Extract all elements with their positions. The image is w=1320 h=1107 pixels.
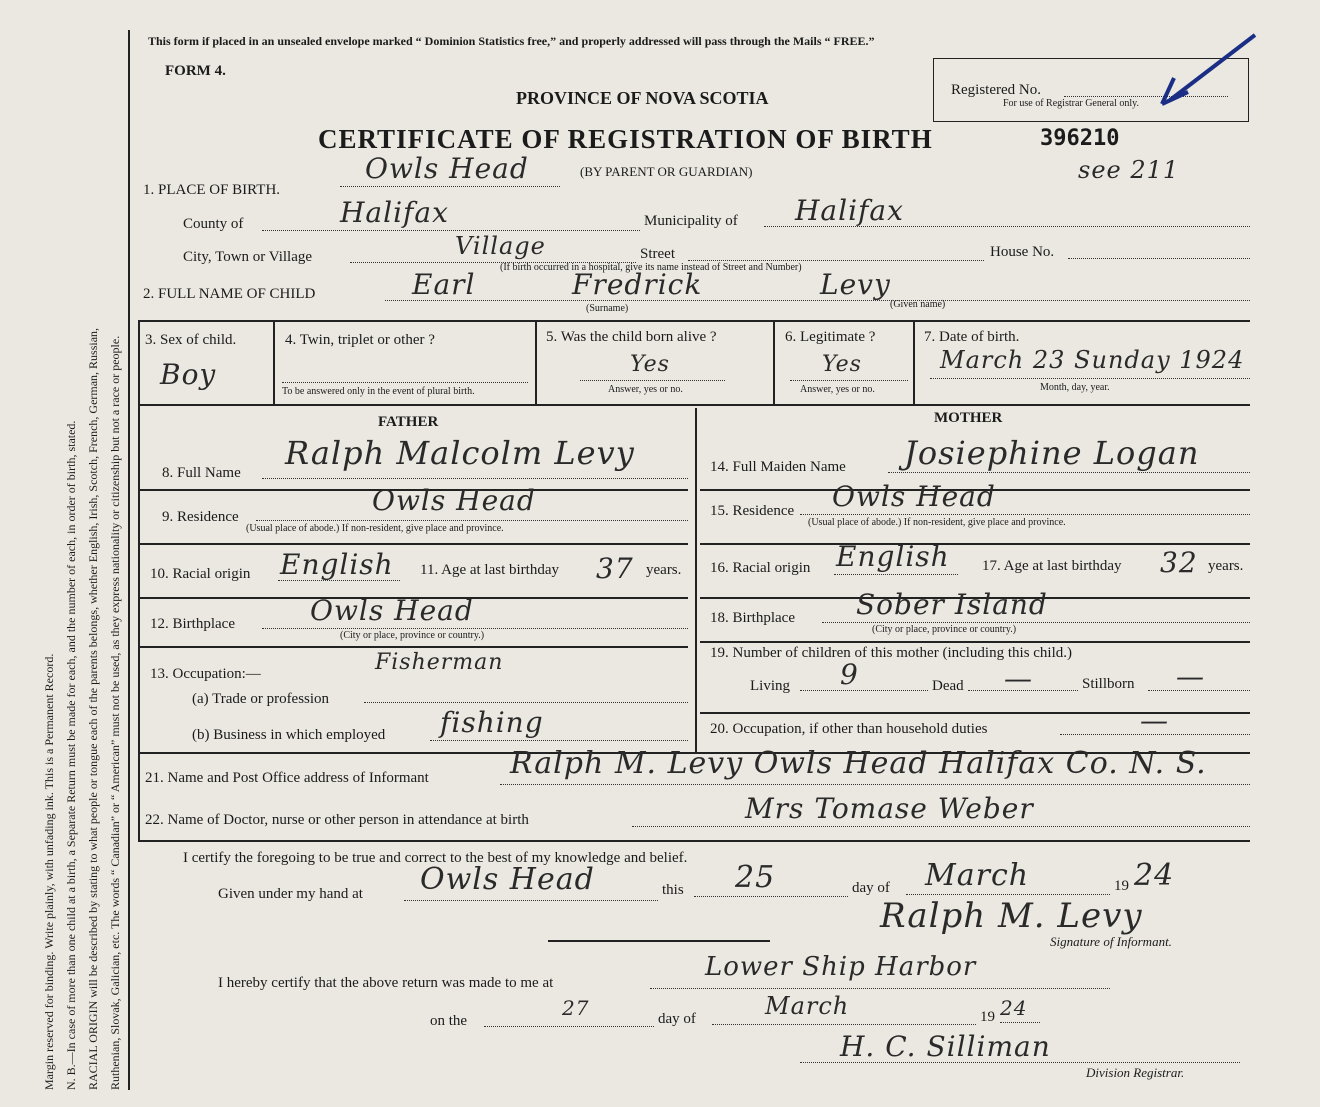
twin-note: To be answered only in the event of plural birth. [282, 386, 475, 397]
business-value: fishing [440, 706, 544, 739]
father-occupation: Fisherman [375, 650, 504, 675]
margin-note-nb: N. B.—In case of more than one child at a birth, a Separate Return must be made for each, and the number of each, in order of birth, stated. [64, 420, 78, 1090]
father-age: 37 [596, 552, 634, 585]
mailing-note: This form if placed in an unsealed envelope marked “ Dominion Statistics free,” and properly addressed will pass through the Mails “ FREE.” [148, 34, 875, 48]
mother-occupation: — [1140, 704, 1169, 737]
dob-value: March 23 Sunday 1924 [940, 346, 1245, 374]
given-under-label: Given under my hand at [218, 886, 363, 902]
margin-note-racial-cont: Ruthenian, Slovak, Galician, etc. The words “ Canadian” or “ American” must not be used, as they express nationality or citizenship but not a race or people. [108, 335, 122, 1090]
mother-residence-label: 15. Residence [710, 503, 795, 519]
house-no-label: House No. [990, 244, 1055, 260]
twin-label: 4. Twin, triplet or other ? [285, 332, 435, 348]
dob-note: Month, day, year. [1040, 382, 1110, 393]
stillborn-value: — [1176, 660, 1205, 693]
legitimate-note: Answer, yes or no. [800, 384, 875, 395]
surname-caption: (Surname) [586, 303, 629, 314]
registrar-on-label: on the [430, 1013, 468, 1029]
born-alive-value: Yes [630, 352, 670, 377]
certify-dayof-label: day of [852, 880, 890, 896]
registrar-title: Division Registrar. [1086, 1065, 1185, 1080]
child-middle-name: Fredrick [572, 268, 703, 301]
street-label: Street [640, 246, 675, 262]
sex-value: Boy [160, 358, 217, 391]
informant-value: Ralph M. Levy Owls Head Halifax Co. N. S. [510, 746, 1207, 781]
child-name-label: 2. FULL NAME OF CHILD [143, 286, 316, 302]
informant-label: 21. Name and Post Office address of Informant [145, 770, 429, 786]
registrar-year-prefix: 19 [980, 1009, 995, 1025]
stillborn-label: Stillborn [1082, 676, 1135, 692]
mother-birthplace-label: 18. Birthplace [710, 610, 795, 626]
street-note: (If birth occurred in a hospital, give its name instead of Street and Number) [500, 262, 802, 273]
registrar-year: 24 [1000, 996, 1028, 1020]
father-birthplace-label: 12. Birthplace [150, 616, 235, 632]
born-alive-note: Answer, yes or no. [608, 384, 683, 395]
mother-residence: Owls Head [832, 480, 996, 513]
registrar-text: I hereby certify that the above return was made to me at [218, 975, 554, 991]
registration-stamp: 396210 [1040, 126, 1120, 151]
father-age-label: 11. Age at last birthday [420, 562, 559, 578]
doctor-label: 22. Name of Doctor, nurse or other person in attendance at birth [145, 812, 529, 828]
child-surname: Levy [820, 268, 891, 301]
certify-place: Owls Head [420, 862, 595, 897]
see-note: see 211 [1078, 156, 1180, 184]
mother-age-label: 17. Age at last birthday [982, 558, 1122, 574]
this-label: this [662, 882, 684, 898]
registrar-day: 27 [562, 996, 590, 1020]
registered-label: Registered No. [951, 82, 1041, 98]
registrar-place: Lower Ship Harbor [705, 952, 977, 982]
father-name-label: 8. Full Name [162, 465, 241, 481]
mother-residence-note: (Usual place of abode.) If non-resident, give place and province. [808, 517, 1066, 528]
mother-name-label: 14. Full Maiden Name [710, 459, 846, 475]
mother-heading: MOTHER [934, 410, 1003, 426]
mother-age: 32 [1160, 546, 1198, 579]
registrar-month: March [765, 992, 850, 1020]
father-race-label: 10. Racial origin [150, 566, 251, 582]
margin-note-binding: Margin reserved for binding. Write plainly, with unfading ink. This is a Permanent Record. [42, 653, 56, 1090]
municipality-label: Municipality of [644, 213, 738, 229]
father-age-years: years. [646, 562, 682, 578]
certify-year-prefix: 19 [1114, 878, 1129, 894]
blue-arrow-mark [1150, 30, 1260, 110]
margin-note-racial: RACIAL ORIGIN will be described by stating to what people or tongue each of the parents belongs, whether English, Irish, Scotch, French, German, Russian, [86, 327, 100, 1090]
dead-value: — [1004, 662, 1033, 695]
certificate-subtitle: (BY PARENT OR GUARDIAN) [580, 164, 753, 179]
dob-label: 7. Date of birth. [924, 329, 1020, 345]
certify-month: March [925, 858, 1030, 893]
father-name: Ralph Malcolm Levy [285, 434, 635, 472]
certify-year: 24 [1134, 858, 1175, 893]
certify-day: 25 [735, 860, 776, 895]
place-of-birth-label: 1. PLACE OF BIRTH. [143, 182, 281, 198]
given-name-caption: (Given name) [890, 299, 946, 310]
father-residence: Owls Head [372, 484, 536, 517]
margin-rule [128, 30, 130, 1090]
sex-label: 3. Sex of child. [145, 332, 237, 348]
registrar-dayof-label: day of [658, 1011, 696, 1027]
informant-signature: Ralph M. Levy [880, 896, 1143, 936]
municipality-value: Halifax [795, 194, 904, 227]
registrar-signature: H. C. Silliman [840, 1030, 1051, 1063]
business-label: (b) Business in which employed [192, 727, 386, 743]
mother-name: Josiephine Logan [904, 434, 1200, 472]
father-heading: FATHER [378, 414, 439, 430]
mother-race-label: 16. Racial origin [710, 560, 811, 576]
father-birthplace-note: (City or place, province or country.) [340, 630, 485, 641]
mother-occupation-label: 20. Occupation, if other than household duties [710, 721, 988, 737]
signature-caption: Signature of Informant. [1050, 934, 1172, 949]
living-label: Living [750, 678, 790, 694]
mother-birthplace-note: (City or place, province or country.) [872, 624, 1017, 635]
city-label: City, Town or Village [183, 249, 313, 265]
father-occupation-label: 13. Occupation:— [150, 666, 261, 682]
doctor-value: Mrs Tomase Weber [745, 792, 1034, 825]
legitimate-label: 6. Legitimate ? [785, 329, 876, 345]
city-value: Village [455, 232, 546, 260]
father-race: English [280, 548, 394, 581]
child-given-name: Earl [412, 268, 476, 301]
father-birthplace: Owls Head [310, 594, 474, 627]
dead-label: Dead [932, 678, 964, 694]
legitimate-value: Yes [822, 352, 862, 377]
born-alive-label: 5. Was the child born alive ? [546, 329, 717, 345]
trade-label: (a) Trade or profession [192, 691, 330, 707]
form-number: FORM 4. [165, 63, 226, 79]
certify-text: I certify the foregoing to be true and correct to the best of my knowledge and belief. [183, 850, 688, 866]
county-label: County of [183, 216, 244, 232]
father-residence-label: 9. Residence [162, 509, 239, 525]
father-residence-note: (Usual place of abode.) If non-resident, give place and province. [246, 523, 504, 534]
county-value: Halifax [340, 196, 449, 229]
children-label: 19. Number of children of this mother (including this child.) [710, 645, 1073, 661]
place-of-birth-value: Owls Head [365, 152, 529, 185]
mother-age-years: years. [1208, 558, 1244, 574]
province-heading: PROVINCE OF NOVA SCOTIA [516, 88, 769, 108]
living-value: 9 [840, 658, 859, 691]
mother-birthplace: Sober Island [856, 588, 1048, 621]
mother-race: English [836, 540, 950, 573]
registered-note: For use of Registrar General only. [1003, 98, 1139, 109]
certificate-title: CERTIFICATE OF REGISTRATION OF BIRTH [318, 124, 933, 154]
